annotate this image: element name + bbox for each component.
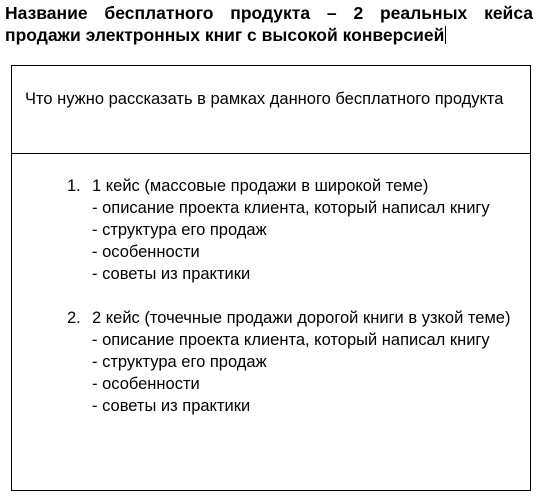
case-number: 2. [67,309,81,327]
case-point: - особенности [92,375,200,393]
case-content [92,307,518,417]
content-table [11,65,531,491]
table-body-cell[interactable] [12,154,530,417]
case-number: 1. [67,177,81,195]
case-point: - советы из практики [92,397,251,415]
case-point: - описание проекта клиента, который написал книгу [92,199,490,217]
case-heading: 2 кейс (точечные продажи дорогой книги в узкой теме) [92,309,511,327]
case-content [92,175,518,285]
text-cursor [445,26,446,44]
table-header-cell[interactable] [12,66,530,154]
case-heading: 1 кейс (массовые продажи в широкой теме) [92,177,429,195]
case-item-2 [67,307,518,417]
case-point: - структура его продаж [92,353,267,371]
case-item-1 [67,175,518,285]
table-header-text: Что нужно рассказать в рамках данного бесплатного продукта [25,90,504,108]
case-point: - описание проекта клиента, который написал книгу [92,331,490,349]
case-point: - советы из практики [92,265,251,283]
document-title [5,2,533,46]
case-point: - особенности [92,243,200,261]
case-point: - структура его продаж [92,221,267,239]
title-text: Название бесплатного продукта – 2 реальных кейса продажи электронных книг с высокой конверсией [5,3,533,45]
case-list [67,175,518,417]
